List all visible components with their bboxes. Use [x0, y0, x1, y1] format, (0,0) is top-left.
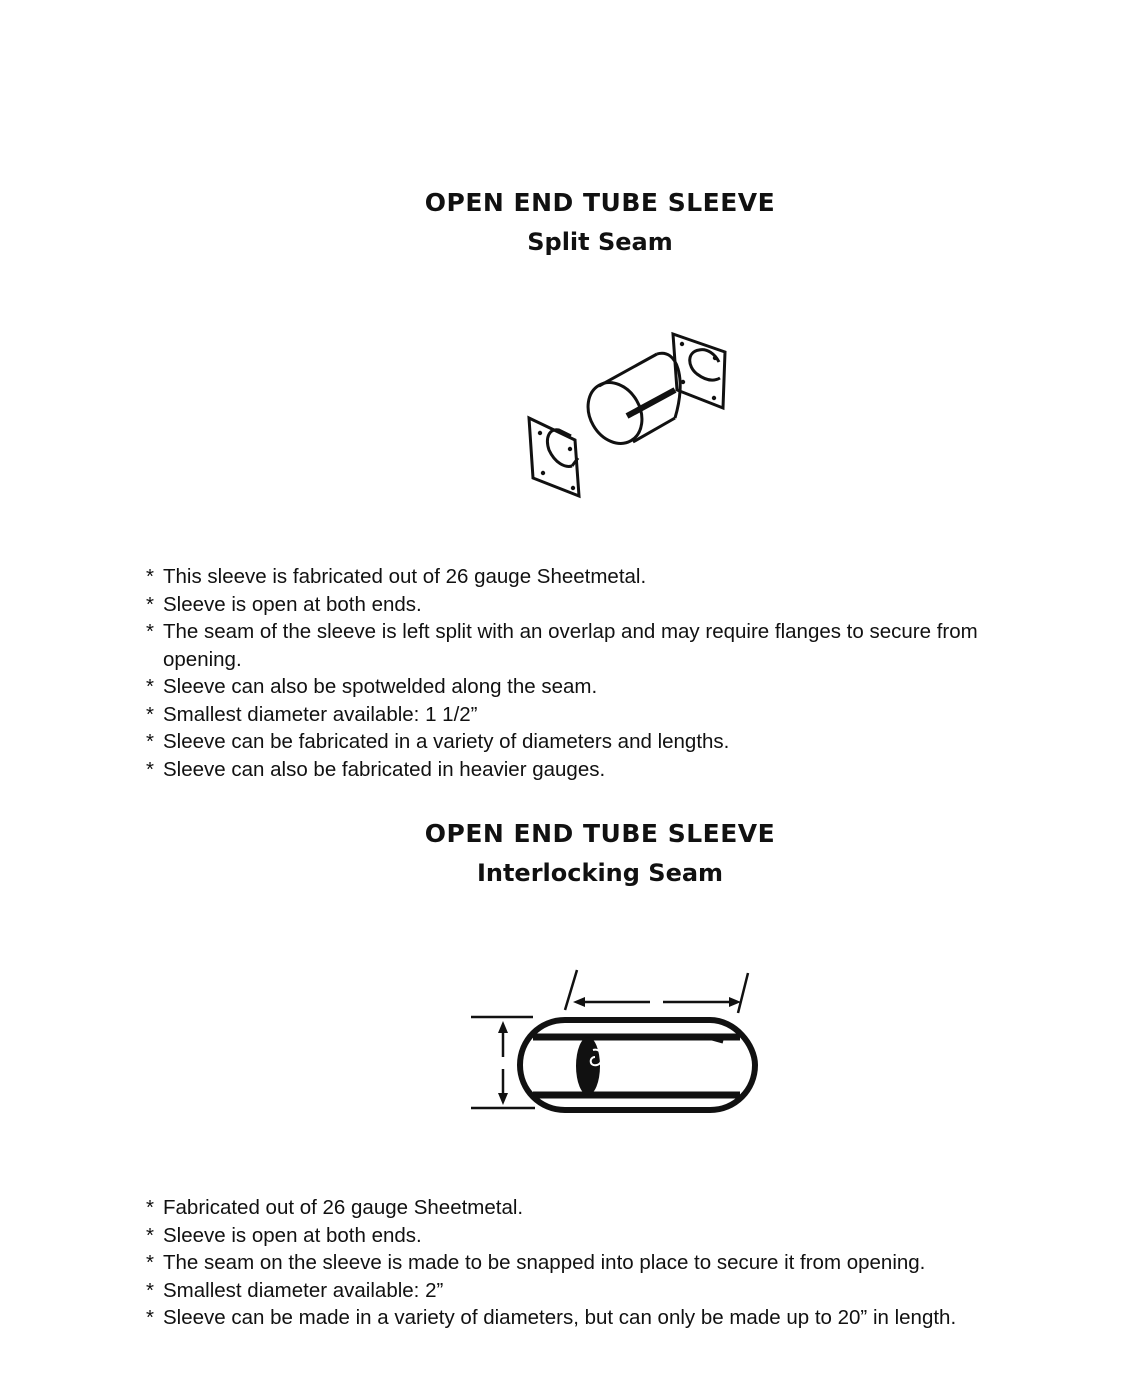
- flange-hole: [713, 356, 717, 360]
- bullet-item: [146, 618, 1053, 673]
- bullet-marker: *: [146, 1223, 154, 1247]
- section-2-bullet-list: [146, 1194, 1013, 1332]
- tube-cylinder-icon: [577, 353, 680, 453]
- bullet-text: Sleeve is open at both ends.: [163, 592, 422, 616]
- bullet-marker: *: [146, 757, 154, 781]
- flange-hole: [538, 431, 542, 435]
- bullet-marker: *: [146, 1278, 154, 1302]
- left-flange-icon: [529, 418, 579, 496]
- bullet-item: [146, 701, 1053, 729]
- bullet-marker: *: [146, 565, 154, 588]
- section-1-bullet-list: [146, 563, 1053, 783]
- bullet-item: [146, 756, 1053, 784]
- flange-hole: [541, 471, 545, 475]
- bullet-item: [146, 1249, 1013, 1277]
- bullet-marker: *: [146, 1251, 154, 1274]
- bullet-item: [146, 728, 1053, 756]
- interlocking-seam-sleeve-illustration: [465, 965, 765, 1115]
- bullet-text: The seam of the sleeve is left split with an overlap and may require flanges to secure from opening.: [163, 620, 978, 671]
- bullet-item: [146, 1222, 1013, 1250]
- bullet-marker: *: [146, 620, 154, 643]
- bullet-marker: *: [146, 1306, 154, 1329]
- bullet-text: Sleeve can also be spotwelded along the seam.: [163, 675, 598, 698]
- bullet-marker: *: [146, 702, 154, 726]
- bullet-item: [146, 563, 1053, 591]
- bullet-text: Smallest diameter available: 1 1/2”: [163, 702, 478, 726]
- bullet-item: [146, 1194, 1013, 1222]
- bullet-text: Sleeve is open at both ends.: [163, 1223, 422, 1247]
- flange-hole: [680, 342, 684, 346]
- tube-body-icon: [520, 1020, 755, 1110]
- flange-hole: [568, 447, 572, 451]
- bullet-marker: *: [146, 1196, 154, 1219]
- bullet-text: Fabricated out of 26 gauge Sheetmetal.: [163, 1196, 524, 1219]
- bullet-text: Sleeve can also be fabricated in heavier gauges.: [163, 757, 606, 781]
- length-dimension-icon: [565, 970, 748, 1013]
- bullet-text: Sleeve can be fabricated in a variety of diameters and lengths.: [163, 730, 730, 753]
- flange-hole: [571, 486, 575, 490]
- bullet-item: [146, 1277, 1013, 1305]
- bullet-text: Sleeve can be made in a variety of diameters, but can only be made up to 20” in length.: [163, 1306, 957, 1329]
- section-2-title: OPEN END TUBE SLEEVE: [424, 819, 776, 848]
- flange-hole: [681, 380, 685, 384]
- bullet-marker: *: [146, 730, 154, 753]
- bullet-marker: *: [146, 592, 154, 616]
- flange-hole: [712, 396, 716, 400]
- bullet-item: [146, 673, 1053, 701]
- section-2-subtitle: Interlocking Seam: [476, 859, 724, 887]
- bullet-item: [146, 591, 1053, 619]
- section-1-title: OPEN END TUBE SLEEVE: [424, 188, 776, 217]
- split-seam-sleeve-illustration: [515, 318, 740, 508]
- bullet-item: [146, 1304, 1013, 1332]
- bullet-text: The seam on the sleeve is made to be snapped into place to secure it from opening.: [163, 1251, 926, 1274]
- section-1-subtitle: Split Seam: [527, 228, 673, 256]
- bullet-text: This sleeve is fabricated out of 26 gauge Sheetmetal.: [163, 565, 647, 588]
- bullet-marker: *: [146, 675, 154, 698]
- bullet-text: Smallest diameter available: 2”: [163, 1278, 444, 1302]
